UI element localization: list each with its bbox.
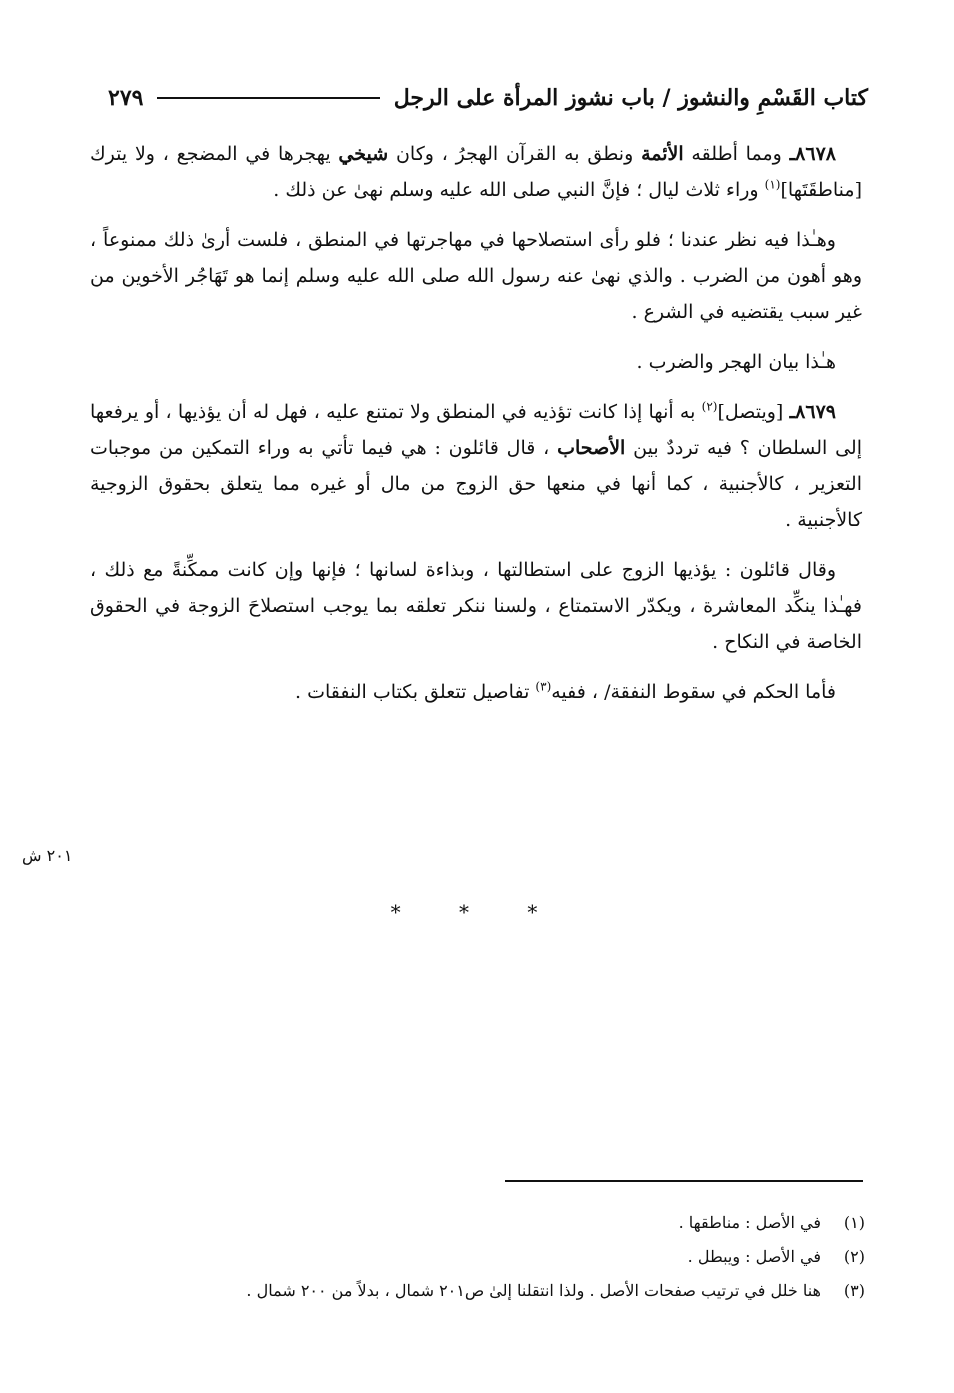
footnotes — [90, 1206, 865, 1308]
text-segment: ومما أطلقه — [683, 143, 790, 165]
footnote-text: في الأصل : ويبطل . — [687, 1247, 821, 1266]
footnote-reference[interactable]: (٢) — [701, 399, 718, 414]
text-segment: فأما الحكم في سقوط النفقة/ ، ففيه — [551, 681, 836, 703]
text-segment: يهجرها في المضجع ، ولا يترك [مناطقَتَها] — [90, 143, 862, 201]
text-segment: ، قال قائلون : هي فيما تأتي به وراء التمكين من موجبات التعزير ، كالأجنبية ، كما أنها في منعها حق الزوج من مال أو غيره مما يتعلق بحقوق الزوجية كالأجنبية . — [90, 437, 862, 531]
margin-note: ٢٠١ ش — [22, 846, 73, 865]
footnote-reference[interactable]: (١) — [764, 177, 781, 192]
footnote-number: (٣) — [843, 1281, 865, 1300]
bold-term: الأئمة — [641, 143, 684, 165]
footnote-item — [90, 1274, 865, 1308]
text-segment: ونطق به القرآن الهجرُ ، وكان — [388, 143, 642, 165]
text-segment: تفاصيل تتعلق بكتاب النفقات . — [295, 681, 536, 703]
header-rule — [157, 97, 379, 99]
paragraph-8678 — [90, 136, 862, 208]
bold-term: الأصحاب — [557, 437, 626, 459]
paragraph-number: ٨٦٧٨ـ — [789, 143, 836, 165]
footnote-item — [90, 1206, 865, 1240]
footnote-number: (٢) — [843, 1247, 865, 1266]
header-title: كتاب القَسْمِ والنشوز / باب نشوز المرأة على الرجل — [393, 85, 868, 111]
footnote-item — [90, 1240, 865, 1274]
running-header — [108, 78, 868, 118]
main-text — [90, 136, 862, 724]
footnote-rule — [505, 1180, 863, 1182]
text-segment: [ويتصل] — [717, 401, 790, 423]
footnote-text: في الأصل : مناطقها . — [678, 1213, 821, 1232]
footnote-text: هنا خلل في ترتيب صفحات الأصل . ولذا انتقلنا إلىٰ ص٢٠١ شمال ، بدلاً من ٢٠٠ شمال . — [246, 1281, 821, 1300]
paragraph: وقال قائلون : يؤذيها الزوج على استطالتها ، وبذاءة لسانها ؛ فإنها وإن كانت ممكِّنةً مع ذلك ، فهـٰذا ينكِّد المعاشرة ، ويكدّر الاستمتاع ، ولسنا ننكر تعلقه بما يوجب استصلاحَ الزوجة في الحقوق الخاصة في النكاح . — [90, 559, 862, 653]
section-separator: * * * — [390, 900, 564, 924]
bold-term: شيخي — [338, 143, 389, 165]
paragraph: هـٰذا بيان الهجر والضرب . — [636, 351, 836, 373]
footnote-reference[interactable]: (٣) — [535, 679, 552, 694]
paragraph-8679 — [90, 394, 862, 538]
paragraph-number: ٨٦٧٩ـ — [789, 401, 836, 423]
text-segment: به أنها إذا كانت تؤذيه في المنطق ولا تمتنع عليه ، فهل له أن يؤذيها ، أو يرفعها إلى السلطان ؟ فيه ترددٌ بين — [90, 401, 863, 459]
text-segment: وراء ثلاث ليال ؛ فإنَّ النبي صلى الله عليه وسلم نهىٰ عن ذلك . — [273, 179, 765, 201]
footnote-number: (١) — [843, 1213, 865, 1232]
page-number: ٢٧٩ — [108, 85, 144, 111]
paragraph — [90, 674, 862, 710]
paragraph: وهـٰذا فيه نظر عندنا ؛ فلو رأى استصلاحها في مهاجرتها في المنطق ، فلست أرىٰ ذلك ممنوعاً ، وهو أهون من الضرب . والذي نهىٰ عنه رسول الله صلى الله عليه وسلم إنما هو تَهَاجُر الأخوين من غير سبب يقتضيه في الشرع . — [90, 229, 862, 323]
